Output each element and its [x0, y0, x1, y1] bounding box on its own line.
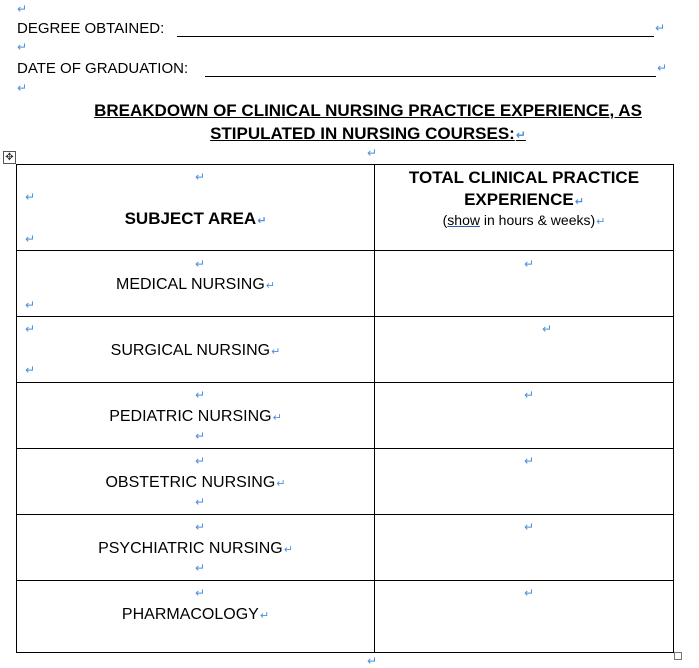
paragraph-mark: ↵ [655, 21, 666, 35]
paragraph-mark: ↵ [259, 609, 270, 622]
paragraph-mark: ↵ [195, 561, 206, 575]
note-rest-text: in hours & weeks) [479, 212, 596, 228]
total-hours-cell[interactable] [375, 383, 674, 449]
total-header-line-2 [375, 189, 673, 211]
subject-name-text: PHARMACOLOGY [121, 606, 259, 623]
paragraph-mark: ↵ [25, 322, 36, 336]
section-heading [60, 99, 676, 145]
total-hours-cell[interactable] [375, 581, 674, 653]
clinical-experience-table [16, 164, 674, 653]
subject-cell[interactable] [17, 317, 375, 383]
table-row [17, 581, 674, 653]
paragraph-mark: ↵ [271, 345, 281, 358]
total-hours-cell[interactable] [375, 317, 674, 383]
subject-area-header [17, 209, 374, 229]
total-hours-cell[interactable] [375, 515, 674, 581]
subject-name [17, 539, 374, 559]
paragraph-mark: ↵ [524, 388, 535, 402]
table-row [17, 449, 674, 515]
subject-name [17, 407, 374, 427]
subject-area-header-cell [17, 165, 375, 251]
paragraph-mark: ↵ [574, 195, 584, 208]
paragraph-mark: ↵ [367, 146, 378, 160]
subject-name [17, 341, 374, 361]
total-header-line-2-text: EXPERIENCE [464, 190, 574, 209]
paragraph-mark: ↵ [596, 215, 606, 228]
subject-cell[interactable] [17, 251, 375, 317]
subject-cell[interactable] [17, 581, 375, 653]
paragraph-mark: ↵ [272, 411, 282, 424]
subject-name [17, 605, 374, 625]
heading-line-1: BREAKDOWN OF CLINICAL NURSING PRACTICE EXPERIENCE, AS [94, 101, 642, 120]
note-open-paren: ( [442, 212, 448, 228]
heading-line-2-text: STIPULATED IN NURSING COURSES: [210, 124, 515, 143]
paragraph-mark: ↵ [17, 81, 28, 95]
paragraph-mark: ↵ [17, 40, 28, 54]
paragraph-mark: ↵ [195, 388, 206, 402]
paragraph-mark: ↵ [195, 495, 206, 509]
paragraph-mark: ↵ [265, 279, 275, 292]
graduation-date-row [17, 60, 188, 78]
subject-name-text: PEDIATRIC NURSING [109, 408, 272, 425]
paragraph-mark: ↵ [195, 454, 206, 468]
subject-name-text: SURGICAL NURSING [110, 342, 271, 359]
subject-cell[interactable] [17, 515, 375, 581]
total-experience-header-cell [375, 165, 674, 251]
heading-line-2 [60, 122, 676, 145]
paragraph-mark: ↵ [276, 477, 286, 490]
subject-name-text: PSYCHIATRIC NURSING [98, 540, 283, 557]
note-show-word: show [447, 212, 480, 228]
table-resize-handle[interactable] [674, 652, 682, 660]
paragraph-mark: ↵ [657, 61, 668, 75]
total-experience-header [375, 165, 673, 211]
table-row [17, 251, 674, 317]
subject-name [17, 473, 374, 493]
subject-cell[interactable] [17, 449, 375, 515]
table-row [17, 317, 674, 383]
paragraph-mark: ↵ [25, 298, 36, 312]
total-header-line-1: TOTAL CLINICAL PRACTICE [408, 168, 640, 187]
degree-obtained-row [17, 20, 164, 38]
table-row [17, 383, 674, 449]
paragraph-mark: ↵ [515, 128, 526, 142]
paragraph-mark: ↵ [542, 322, 553, 336]
total-hours-cell[interactable] [375, 449, 674, 515]
table-row [17, 515, 674, 581]
paragraph-mark: ↵ [283, 543, 293, 556]
paragraph-mark: ↵ [524, 520, 535, 534]
paragraph-mark: ↵ [195, 170, 206, 184]
table-header-row [17, 165, 674, 251]
total-hours-cell[interactable] [375, 251, 674, 317]
paragraph-mark: ↵ [367, 654, 378, 668]
paragraph-mark: ↵ [195, 520, 206, 534]
subject-name [17, 275, 374, 295]
paragraph-mark: ↵ [17, 2, 28, 16]
degree-obtained-label: DEGREE OBTAINED: [17, 20, 165, 37]
table-move-handle-icon[interactable]: ✥ [3, 151, 16, 164]
paragraph-mark: ↵ [195, 429, 206, 443]
degree-obtained-input[interactable] [177, 36, 654, 37]
paragraph-mark: ↵ [195, 257, 206, 271]
paragraph-mark: ↵ [25, 363, 36, 377]
paragraph-mark: ↵ [524, 257, 535, 271]
paragraph-mark: ↵ [257, 214, 267, 227]
paragraph-mark: ↵ [25, 190, 36, 204]
subject-name-text: OBSTETRIC NURSING [105, 474, 276, 491]
subject-area-header-text: SUBJECT AREA [124, 209, 257, 228]
subject-cell[interactable] [17, 383, 375, 449]
graduation-date-label: DATE OF GRADUATION: [17, 60, 189, 77]
paragraph-mark: ↵ [25, 232, 36, 246]
paragraph-mark: ↵ [524, 586, 535, 600]
subject-name-text: MEDICAL NURSING [116, 276, 265, 293]
total-experience-note [375, 211, 673, 229]
graduation-date-input[interactable] [205, 76, 656, 77]
paragraph-mark: ↵ [524, 454, 535, 468]
paragraph-mark: ↵ [195, 586, 206, 600]
